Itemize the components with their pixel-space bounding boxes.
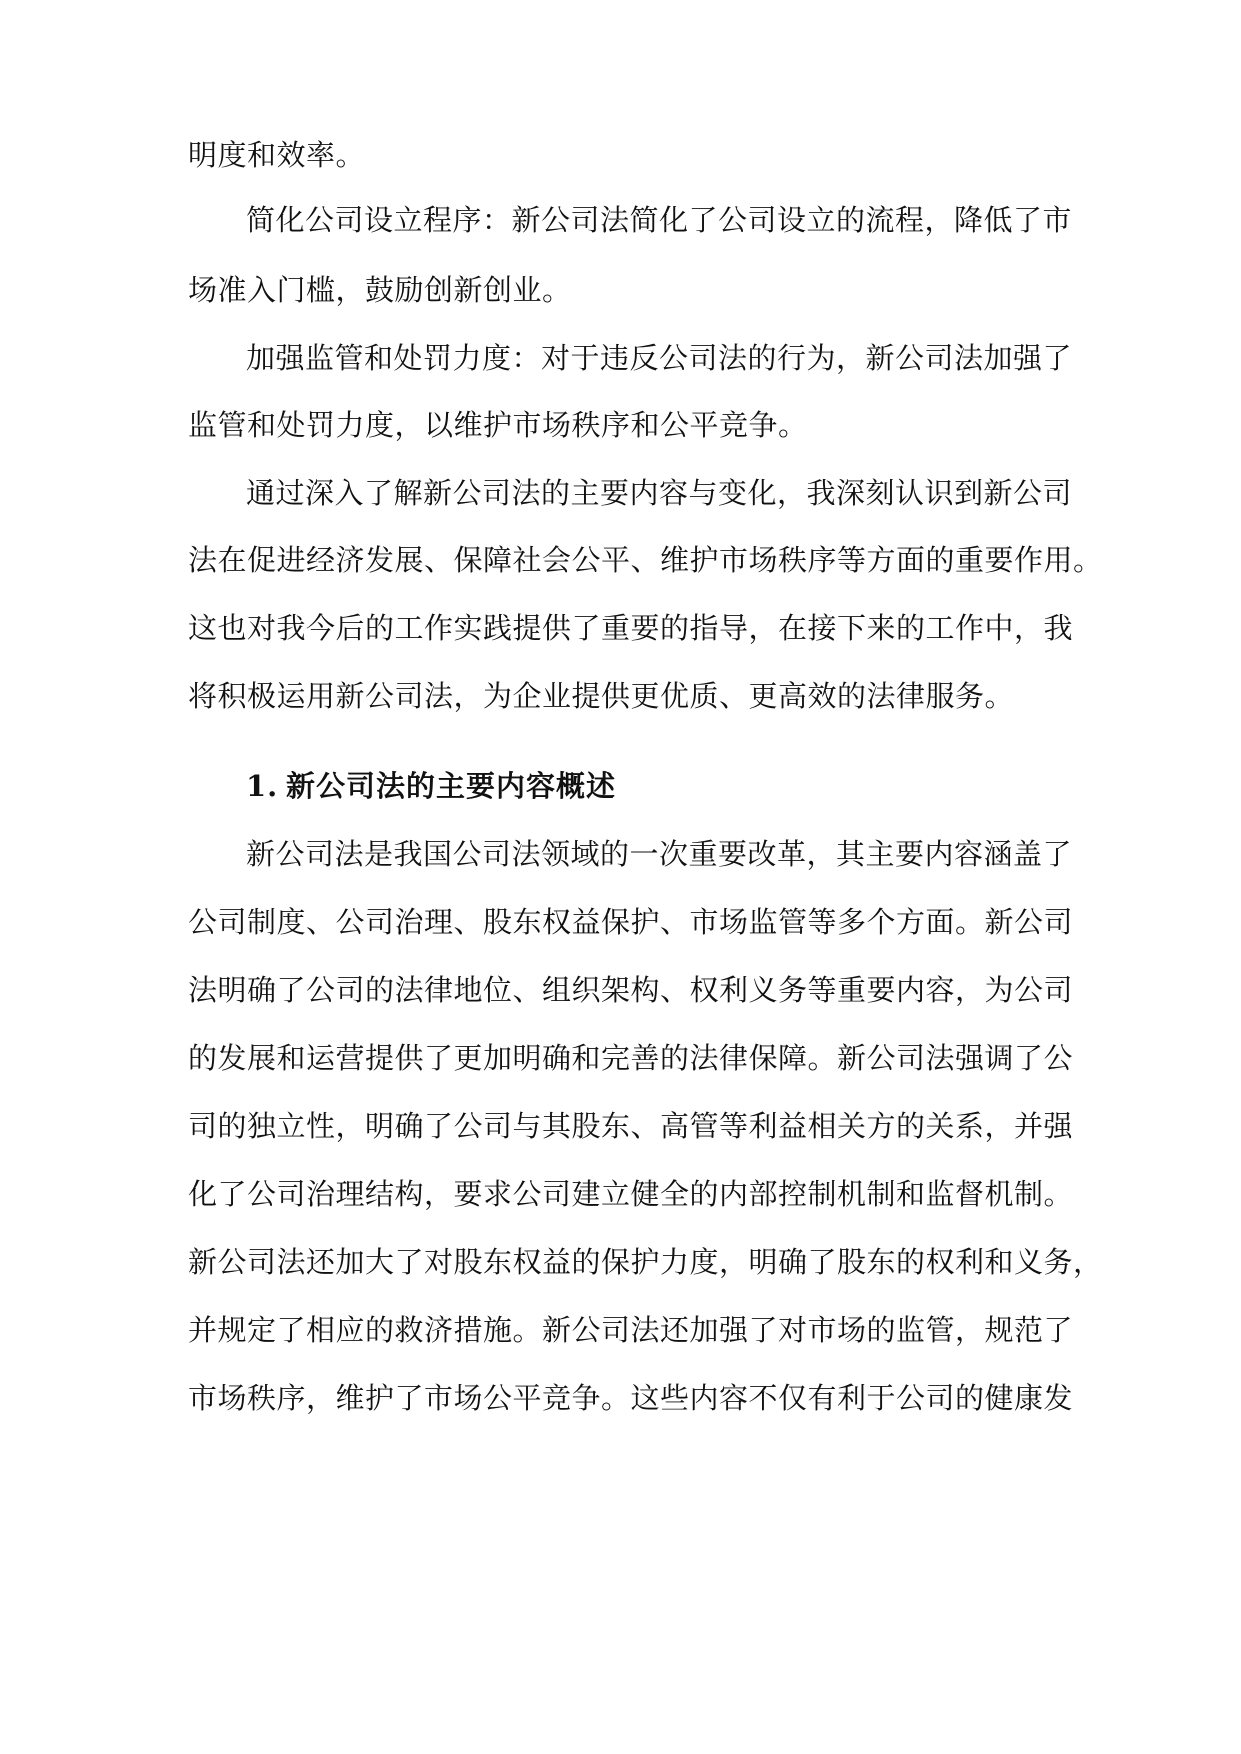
text-line: 加强监管和处罚力度：对于违反公司法的行为，新公司法加强了 [246,341,1073,375]
text-line: 市场秩序，维护了市场公平竞争。这些内容不仅有利于公司的健康发 [188,1381,1074,1415]
text-line: 的发展和运营提供了更加明确和完善的法律保障。新公司法强调了公 [188,1041,1074,1075]
text-line: 新公司法还加大了对股东权益的保护力度，明确了股东的权利和义务， [188,1245,1103,1279]
text-line: 新公司法是我国公司法领域的一次重要改革，其主要内容涵盖了 [246,837,1073,871]
text-line: 化了公司治理结构，要求公司建立健全的内部控制机制和监督机制。 [188,1177,1074,1211]
text-line: 场准入门槛，鼓励创新创业。 [188,273,572,307]
text-line: 监管和处罚力度，以维护市场秩序和公平竞争。 [188,408,808,442]
text-line: 这也对我今后的工作实践提供了重要的指导，在接下来的工作中，我 [188,611,1074,645]
text-line: 通过深入了解新公司法的主要内容与变化，我深刻认识到新公司 [246,476,1073,510]
text-line: 明度和效率。 [188,138,366,172]
section-number: 1. [246,769,279,803]
section-heading [246,766,1068,806]
text-line: 公司制度、公司治理、股东权益保护、市场监管等多个方面。新公司 [188,905,1074,939]
text-line: 法在促进经济发展、保障社会公平、维护市场秩序等方面的重要作用。 [188,543,1103,577]
text-line: 将积极运用新公司法，为企业提供更优质、更高效的法律服务。 [188,679,1015,713]
text-line: 并规定了相应的救济措施。新公司法还加强了对市场的监管，规范了 [188,1313,1074,1347]
text-line: 法明确了公司的法律地位、组织架构、权利义务等重要内容，为公司 [188,973,1074,1007]
text-line: 司的独立性，明确了公司与其股东、高管等利益相关方的关系，并强 [188,1109,1074,1143]
text-line: 简化公司设立程序：新公司法简化了公司设立的流程，降低了市 [246,203,1073,237]
section-title: 新公司法的主要内容概述 [286,769,617,803]
